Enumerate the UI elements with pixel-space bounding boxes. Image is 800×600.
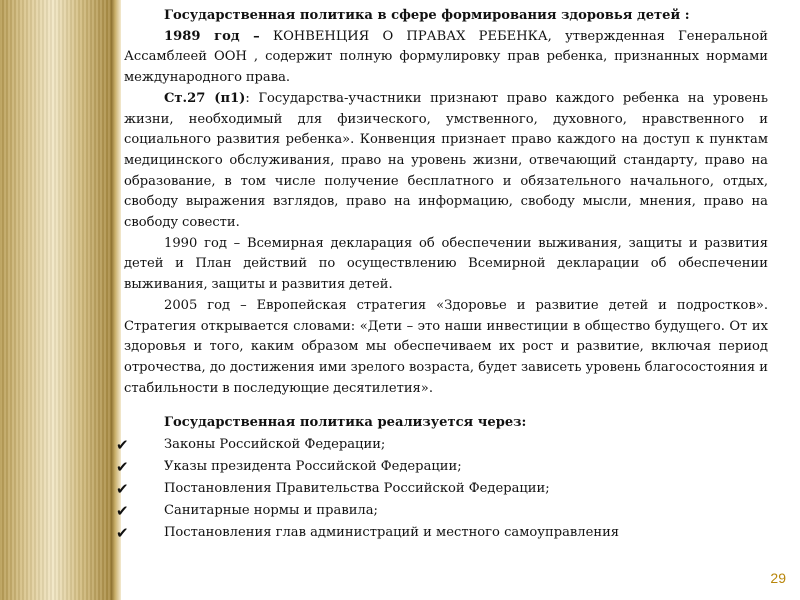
checkmark-icon: ✔ xyxy=(116,502,129,521)
page-number: 29 xyxy=(770,570,786,586)
page-title: Государственная политика в сфере формирования здоровья детей : xyxy=(164,8,690,23)
list-item xyxy=(116,522,768,544)
checkmark-icon: ✔ xyxy=(116,480,129,499)
list-title: Государственная политика реализуется через: xyxy=(164,415,527,431)
paragraph-article-27-text: : Государства-участники признают право каждого ребенка на уровень жизни, необходимый для физического, умственного, духовного, нравственного и социального развития ребенка». Конвенция признает право каждого на доступ к пунктам медицинского обслуживания, право на уровень жизни, отвечающий стандарту, право на образование, в том числе получение бесплатного и обязательного начального, отдых, свободу выражения взглядов, право на информацию, свободу мысли, мнения, право на свободу совести. xyxy=(124,90,768,231)
list-item-text: Санитарные нормы и правила; xyxy=(164,503,378,519)
checkmark-icon: ✔ xyxy=(116,436,129,455)
checkmark-icon: ✔ xyxy=(116,524,129,543)
decorative-gold-band xyxy=(0,0,111,600)
list-item-text: Постановления глав администраций и местного самоуправления xyxy=(164,525,620,541)
list-item xyxy=(116,500,768,522)
checkmark-icon: ✔ xyxy=(116,458,129,477)
list-item xyxy=(116,434,768,456)
paragraph-convention-text: КОНВЕНЦИЯ О ПРАВАХ РЕБЕНКА, утвержденная Генеральной Ассамблеей ООН , содержит полную формулировку прав ребенка, признанных нормами международного права. xyxy=(124,28,768,86)
list-item-text: Указы президента Российской Федерации; xyxy=(164,459,462,475)
paragraph-1990-declaration: 1990 год – Всемирная декларация об обеспечении выживания, защиты и развития детей и План действий по осуществлению Всемирной декларации об обеспечении выживания, защиты и развития детей. xyxy=(124,235,768,293)
paragraph-article-27-lead: Ст.27 (п1) xyxy=(164,90,246,106)
slide-content xyxy=(116,6,768,544)
list-item-text: Законы Российской Федерации; xyxy=(164,437,386,453)
paragraph-convention-lead: 1989 год – xyxy=(164,28,260,44)
paragraph-2005-strategy: 2005 год – Европейская стратегия «Здоровье и развитие детей и подростков». Стратегия открывается словами: «Дети – это наши инвестиции в общество будущего. От их здоровья и того, каким образом мы обеспечиваем их рост и развитие, включая период отрочества, до достижения ими зрелого возраста, будет зависеть уровень благосостояния и стабильности в последующие десятилетия». xyxy=(124,297,768,396)
list-item xyxy=(116,456,768,478)
paragraph-convention xyxy=(124,27,768,89)
list-item xyxy=(116,478,768,500)
policy-list xyxy=(116,434,768,544)
list-item-text: Постановления Правительства Российской Федерации; xyxy=(164,481,550,497)
paragraph-article-27 xyxy=(124,89,768,234)
